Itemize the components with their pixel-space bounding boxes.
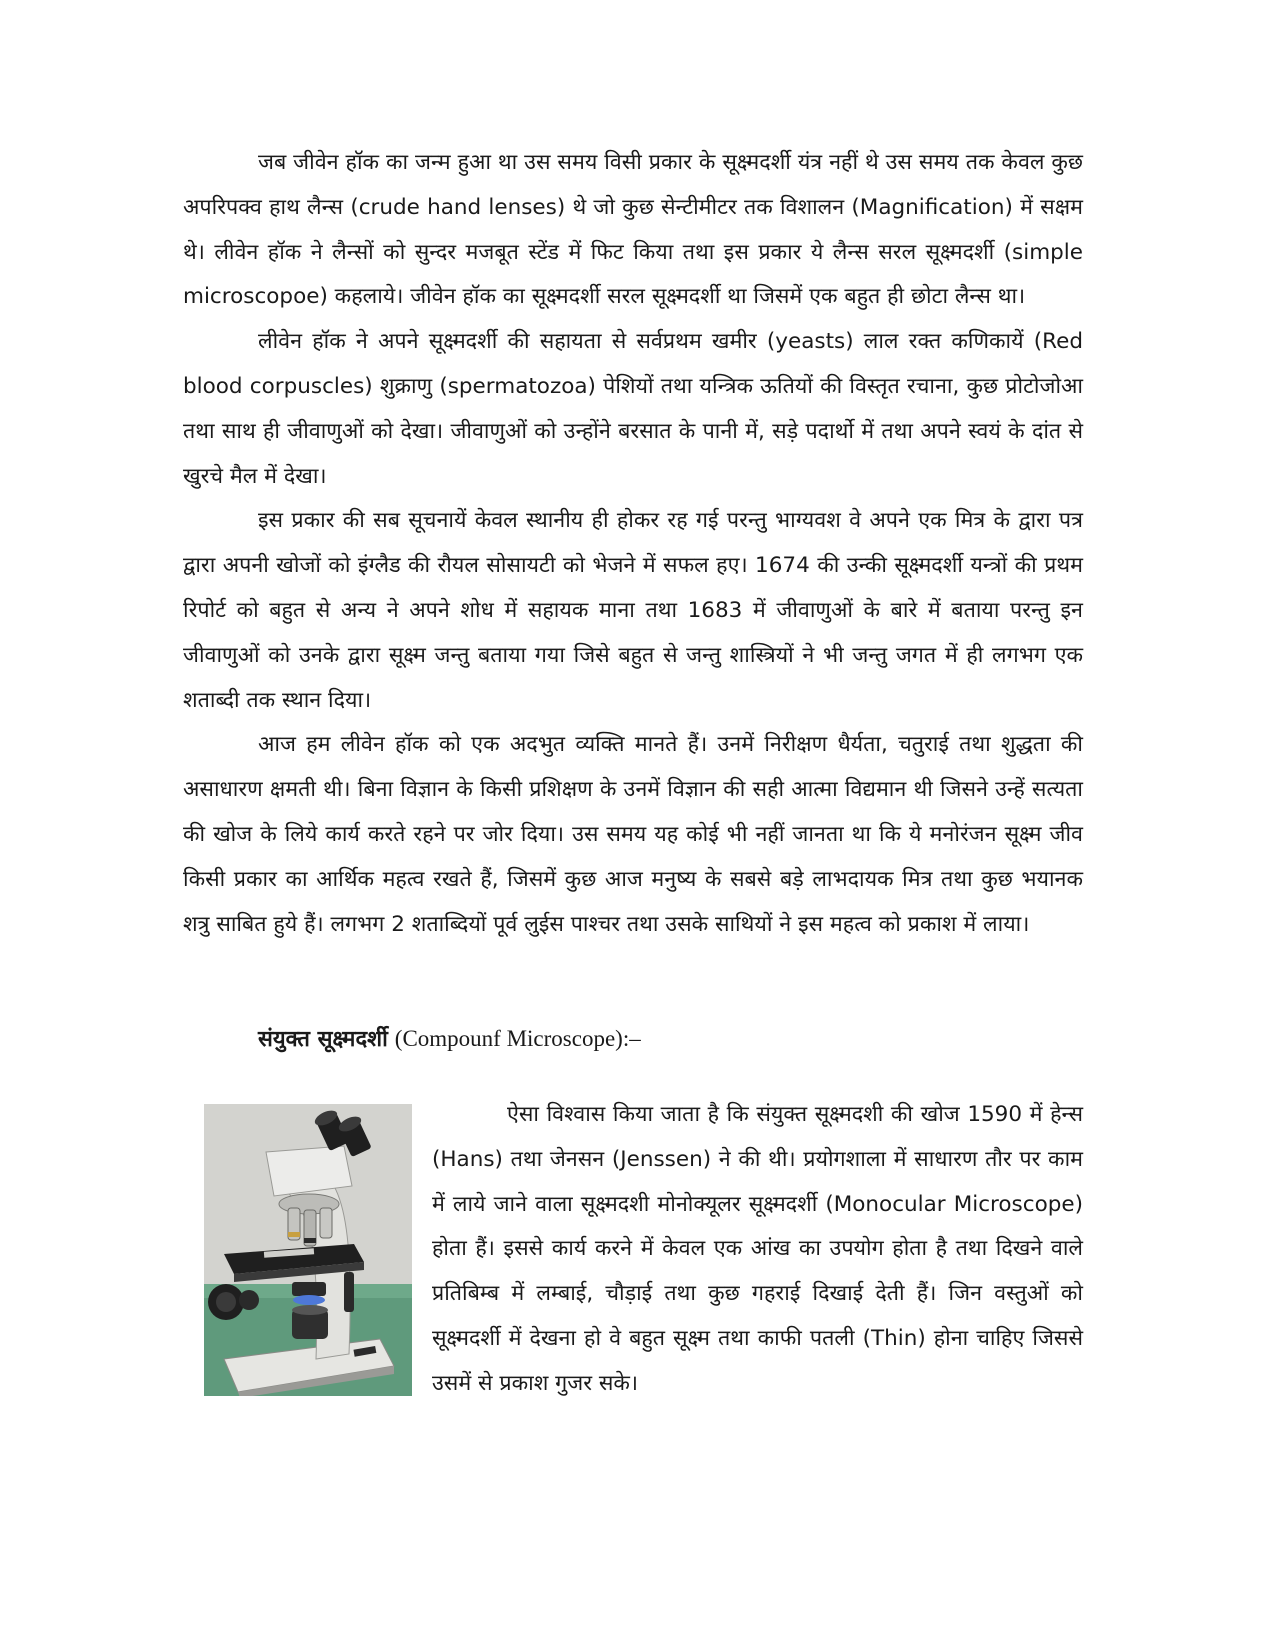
section-body xyxy=(432,1093,1083,1407)
paragraph-3: इस प्रकार की सब सूचनायें केवल स्थानीय ही होकर रह गई परन्तु भाग्यवश वे अपने एक मित्र के द्वारा पत्र द्वारा अपनी खोजों को इंग्लैड की रौयल सोसायटी को भेजने में सफल हए। 1674 की उन्की सूक्ष्मदर्शी यन्त्रों की प्रथम रिपोर्ट को बहुत से अन्य ने अपने शोध में सहायक माना तथा 1683 में जीवाणुओं के बारे में बताया परन्तु इन जीवाणुओं को उनके द्वारा सूक्ष्म जन्तु बताया गया जिसे बहुत से जन्तु शास्त्रियों ने भी जन्तु जगत में ही लगभग एक शताब्दी तक स्थान दिया। xyxy=(183,508,1083,713)
compound-microscope-icon xyxy=(204,1104,412,1396)
section-heading-english: (Compounf Microscope):– xyxy=(394,1026,641,1051)
section-paragraph: ऐसा विश्वास किया जाता है कि संयुक्त सूक्ष्मदशी की खोज 1590 में हेन्स (Hans) तथा जेनसन (Jenssen) ने की थी। प्रयोगशाला में साधारण तौर पर काम में लाये जाने वाला सूक्ष्मदशी मोनोक्यूलर सूक्ष्मदर्शी (Monocular Microscope) होता हैं। इससे कार्य करने में केवल एक आंख का उपयोग होता है तथा दिखने वाले प्रतिबिम्ब में लम्बाई, चौड़ाई तथा कुछ गहराई दिखाई देती हैं। जिन वस्तुओं को सूक्ष्मदर्शी में देखना हो वे बहुत सूक्ष्म तथा काफी पतली (Thin) होना चाहिए जिससे उसमें से प्रकाश गुजर सके। xyxy=(432,1102,1083,1396)
body-text xyxy=(183,141,1083,947)
section-heading-hindi: संयुक्त सूक्ष्मदर्शी xyxy=(258,1027,388,1052)
paragraph-1: जब जीवेन हॉक का जन्म हुआ था उस समय विसी प्रकार के सूक्ष्मदर्शी यंत्र नहीं थे उस समय तक केवल कुछ अपरिपक्व हाथ लैन्स (crude hand lenses) थे जो कुछ सेन्टीमीटर तक विशालन (Magnification) में सक्षम थे। लीवेन हॉक ने लैन्सों को सुन्दर मजबूत स्टेंड में फिट किया तथा इस प्रकार ये लैन्स सरल सूक्ष्मदर्शी (simple microscopoe) कहलाये। जीवेन हॉक का सूक्ष्मदर्शी सरल सूक्ष्मदर्शी था जिसमें एक बहुत ही छोटा लैन्स था। xyxy=(183,150,1083,310)
microscope-photo xyxy=(204,1104,412,1396)
section-heading xyxy=(258,1019,1078,1060)
paragraph-4: आज हम लीवेन हॉक को एक अदभुत व्यक्ति मानते हैं। उनमें निरीक्षण धैर्यता, चतुराई तथा शुद्धता की असाधारण क्षमती थी। बिना विज्ञान के किसी प्रशिक्षण के उनमें विज्ञान की सही आत्मा विद्यमान थी जिसने उन्हें सत्यता की खोज के लिये कार्य करते रहने पर जोर दिया। उस समय यह कोई भी नहीं जानता था कि ये मनोरंजन सूक्ष्म जीव किसी प्रकार का आर्थिक महत्व रखते हैं, जिसमें कुछ आज मनुष्य के सबसे बड़े लाभदायक मित्र तथा कुछ भयानक शत्रु साबित हुये हैं। लगभग 2 शताब्दियों पूर्व लुईस पाश्चर तथा उसके साथियों ने इस महत्व को प्रकाश में लाया। xyxy=(183,732,1083,937)
paragraph-2: लीवेन हॉक ने अपने सूक्ष्मदर्शी की सहायता से सर्वप्रथम खमीर (yeasts) लाल रक्त कणिकायें (Red blood corpuscles) शुक्राणु (spermatozoa) पेशियों तथा यन्त्रिक ऊतियों की विस्तृत रचाना, कुछ प्रोटोजोआ तथा साथ ही जीवाणुओं को देखा। जीवाणुओं को उन्होंने बरसात के पानी में, सड़े पदार्थो में तथा अपने स्वयं के दांत से खुरचे मैल में देखा। xyxy=(183,329,1083,489)
